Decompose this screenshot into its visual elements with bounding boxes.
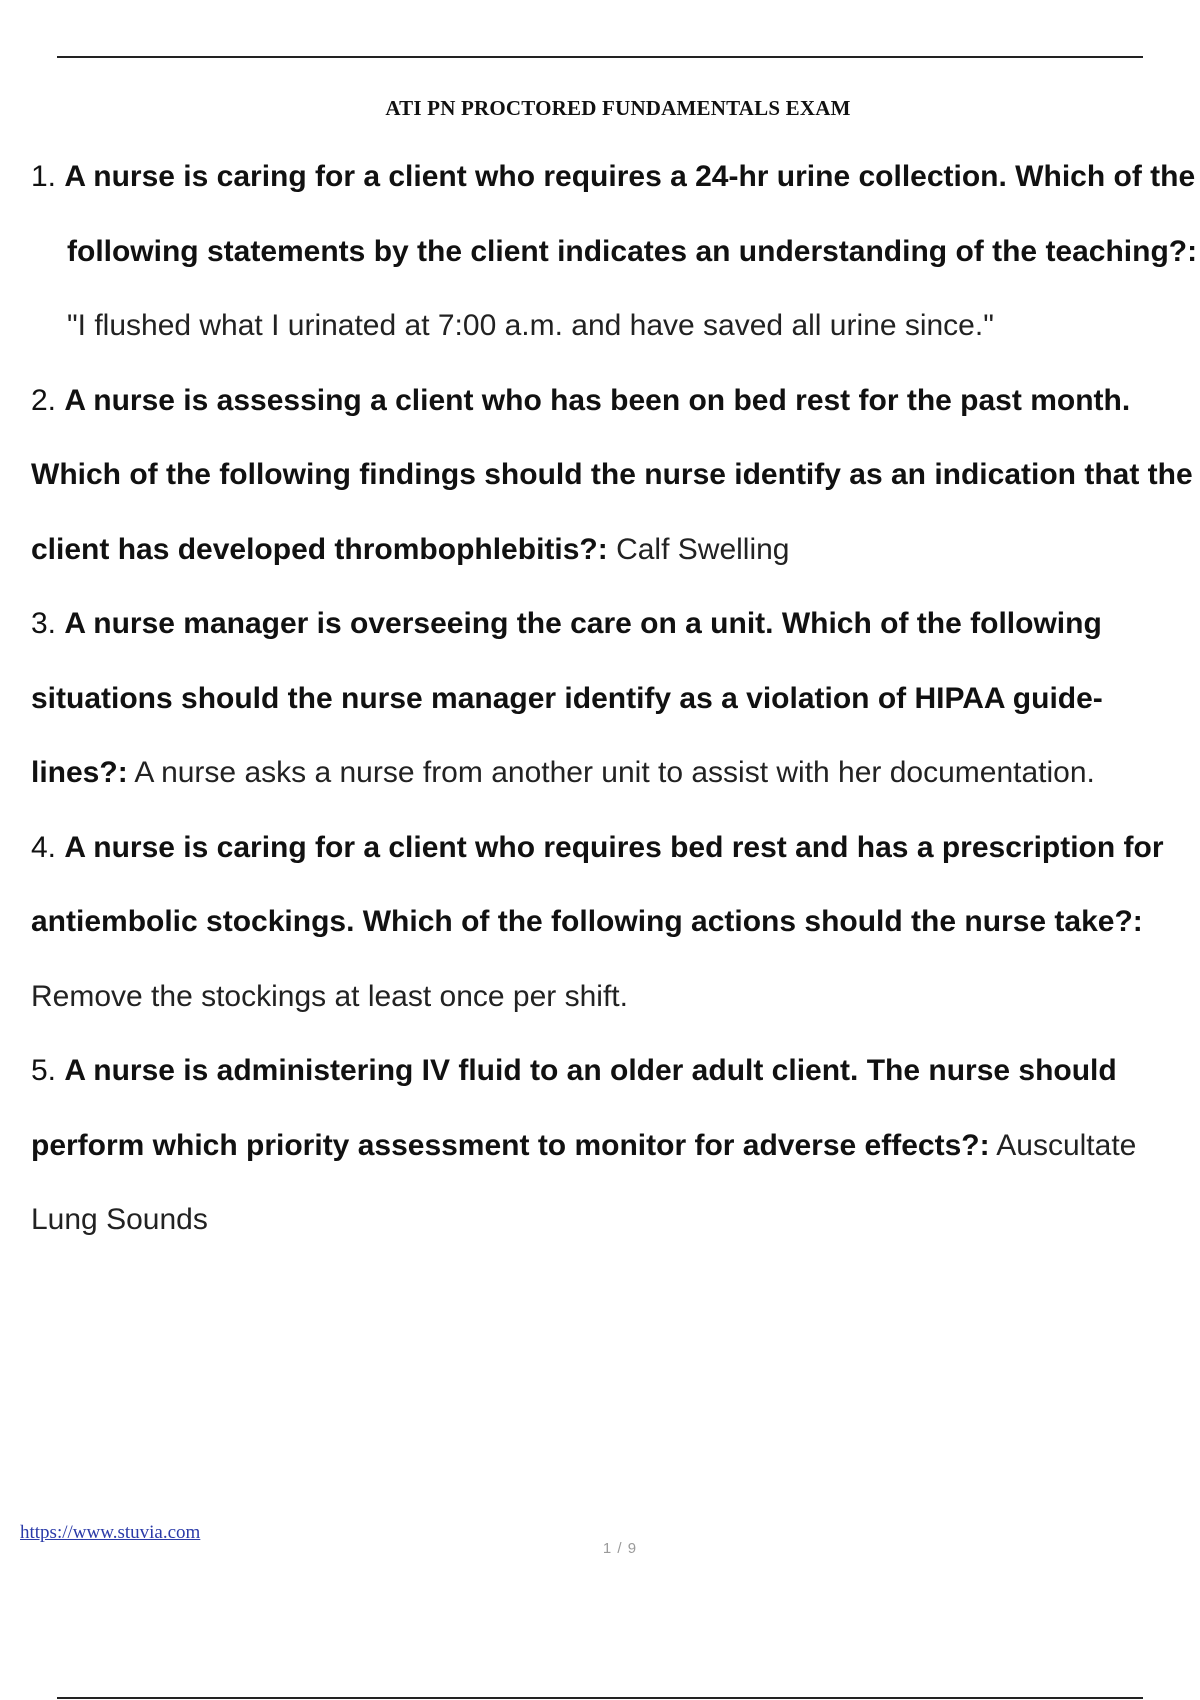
answer-text: Remove the stockings at least once per shift.: [31, 979, 628, 1013]
question-number: 4.: [31, 830, 57, 864]
bottom-rule: [57, 1697, 1143, 1699]
question-text: A nurse is caring for a client who requires a 24-hr urine collection. Which of the following statements by the client indicates an understanding of the teaching?:: [64, 160, 1198, 268]
page-indicator: 1 / 9: [602, 1540, 638, 1557]
question-list: [31, 140, 1200, 1258]
question-number: 1.: [31, 160, 57, 193]
question-item-5: [31, 1034, 1200, 1258]
stuvia-link[interactable]: https://www.stuvia.com: [20, 1522, 201, 1543]
document-title: ATI PN PROCTORED FUNDAMENTALS EXAM: [385, 96, 851, 120]
question-text: A nurse manager is overseeing the care on a unit. Which of the following situations should the nurse manager identify as a violation of HIPAA guide- lines?:: [31, 607, 1103, 789]
question-item-1: [31, 140, 1200, 364]
question-number: 3.: [31, 607, 57, 640]
answer-text: A nurse asks a nurse from another unit to assist with her documentation.: [134, 756, 1095, 789]
question-item-2: [31, 364, 1200, 588]
question-item-3: [31, 587, 1200, 811]
question-text: A nurse is caring for a client who requires bed rest and has a prescription for antiembolic stockings. Which of the following actions should the nurse take?:: [31, 830, 1164, 938]
question-number: 5.: [31, 1054, 57, 1087]
question-text: A nurse is assessing a client who has been on bed rest for the past month. Which of the following findings should the nurse identify as an indication that the client has developed thrombophlebitis?:: [31, 383, 1193, 566]
answer-text: Auscultate Lung Sounds: [31, 1128, 1137, 1236]
top-rule: [57, 56, 1143, 58]
question-text: A nurse is administering IV fluid to an older adult client. The nurse should perform which priority assessment to monitor for adverse effects?:: [31, 1054, 1117, 1162]
answer-text: Calf Swelling: [616, 532, 790, 566]
question-number: 2.: [31, 383, 57, 417]
question-item-4: [31, 811, 1200, 1035]
answer-text: "I flushed what I urinated at 7:00 a.m. and have saved all urine since.": [67, 309, 994, 342]
